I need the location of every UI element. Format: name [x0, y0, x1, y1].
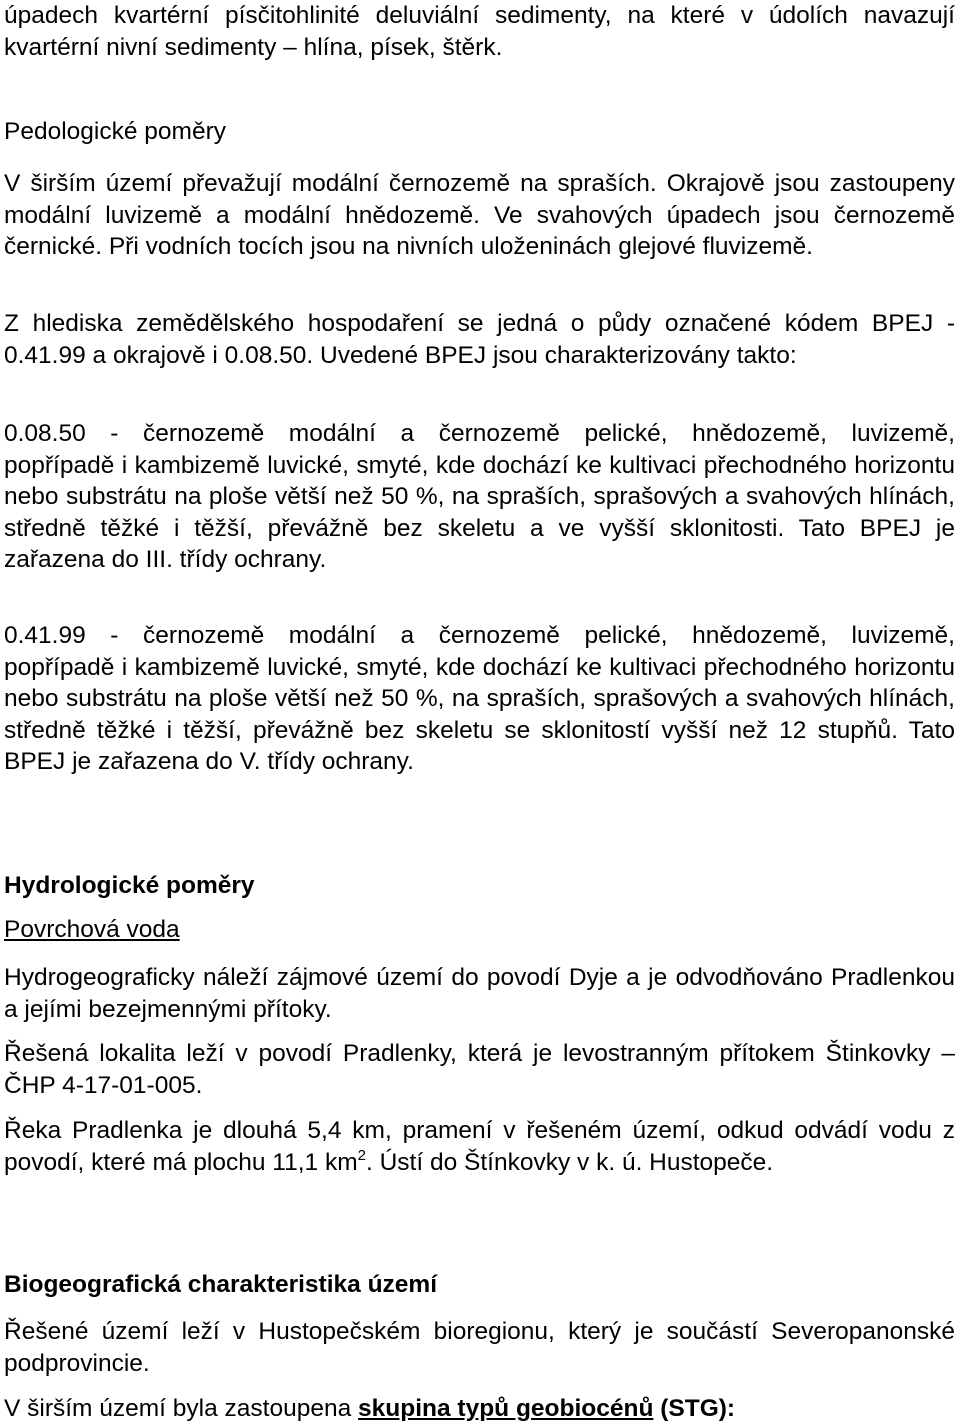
stg-term: skupina typů geobiocénů [358, 1395, 654, 1422]
bpej-entry-1-text: popřípadě i kambizemě luvické, smyté, kde dochází ke kultivaci přechodného horizontu nebo substrátu na ploše větší než 50 %, na spraších, sprašových a svahových hlínách, středně těžké i těžší, převážně bez skeletu a ve vyšší sklonitosti. Tato BPEJ je zařazena do III. třídy ochrany. [4, 451, 955, 573]
surface-water-subheading: Povrchová voda [4, 916, 180, 943]
pedology-paragraph-2: Z hlediska zemědělského hospodaření se jedná o půdy označené kódem BPEJ - 0.41.99 a okrajově i 0.08.50. Uvedené BPEJ jsou charakterizovány takto: [4, 310, 955, 369]
biogeo-paragraph-2-before: V širším území byla zastoupena [4, 1395, 359, 1422]
intro-paragraph: úpadech kvartérní písčitohlinité deluviální sedimenty, na které v údolích navazují kvartérní nivní sedimenty – hlína, písek, štěrk. [4, 2, 955, 61]
hydrology-paragraph-1: Hydrogeograficky náleží zájmové území do povodí Dyje a je odvodňováno Pradlenkou a jejími bezejmennými přítoky. [4, 964, 955, 1023]
bpej-entry-2 [4, 620, 955, 778]
bpej-entry-1 [4, 418, 955, 576]
bpej-entry-2-code-line: 0.41.99 - černozemě modální a černozemě pelické, hnědozemě, luvizemě, [4, 622, 955, 649]
hydrology-paragraph-3 [4, 1115, 955, 1178]
pedology-heading: Pedologické poměry [4, 118, 226, 145]
stg-abbrev: (STG): [653, 1395, 736, 1422]
pedology-paragraph-1: V širším území převažují modální černozemě na spraších. Okrajově jsou zastoupeny modální luvizemě a modální hnědozemě. Ve svahových úpadech jsou černozemě černické. Při vodních tocích jsou na nivních uloženinách glejové fluvizemě. [4, 170, 955, 260]
bpej-entry-2-text: popřípadě i kambizemě luvické, smyté, kde dochází ke kultivaci přechodného horizontu nebo substrátu na ploše větší než 50 %, na spraších, sprašových a svahových hlínách, středně těžké i těžší, převážně bez skeletu se sklonitostí vyšší než 12 stupňů. Tato BPEJ je zařazena do V. třídy ochrany. [4, 653, 955, 775]
biogeo-paragraph-1: Řešené území leží v Hustopečském bioregionu, který je součástí Severopanonské podprovincie. [4, 1318, 955, 1377]
biogeo-paragraph-2 [4, 1393, 955, 1425]
superscript-2: 2 [357, 1146, 366, 1164]
hydrology-paragraph-2: Řešená lokalita leží v povodí Pradlenky, která je levostranným přítokem Štinkovky – ČHP 4-17-01-005. [4, 1040, 955, 1099]
hydrology-heading: Hydrologické poměry [4, 872, 255, 899]
biogeo-heading: Biogeografická charakteristika území [4, 1271, 438, 1298]
bpej-entry-1-code-line: 0.08.50 - černozemě modální a černozemě pelické, hnědozemě, luvizemě, [4, 420, 955, 447]
hydrology-paragraph-3-after: . Ústí do Štínkovky v k. ú. Hustopeče. [365, 1148, 774, 1176]
hydrology-paragraph-3-before: Řeka Pradlenka je dlouhá 5,4 km, pramení v řešeném území, odkud odvádí vodu z povodí, které má plochu 11,1 km [4, 1117, 955, 1176]
